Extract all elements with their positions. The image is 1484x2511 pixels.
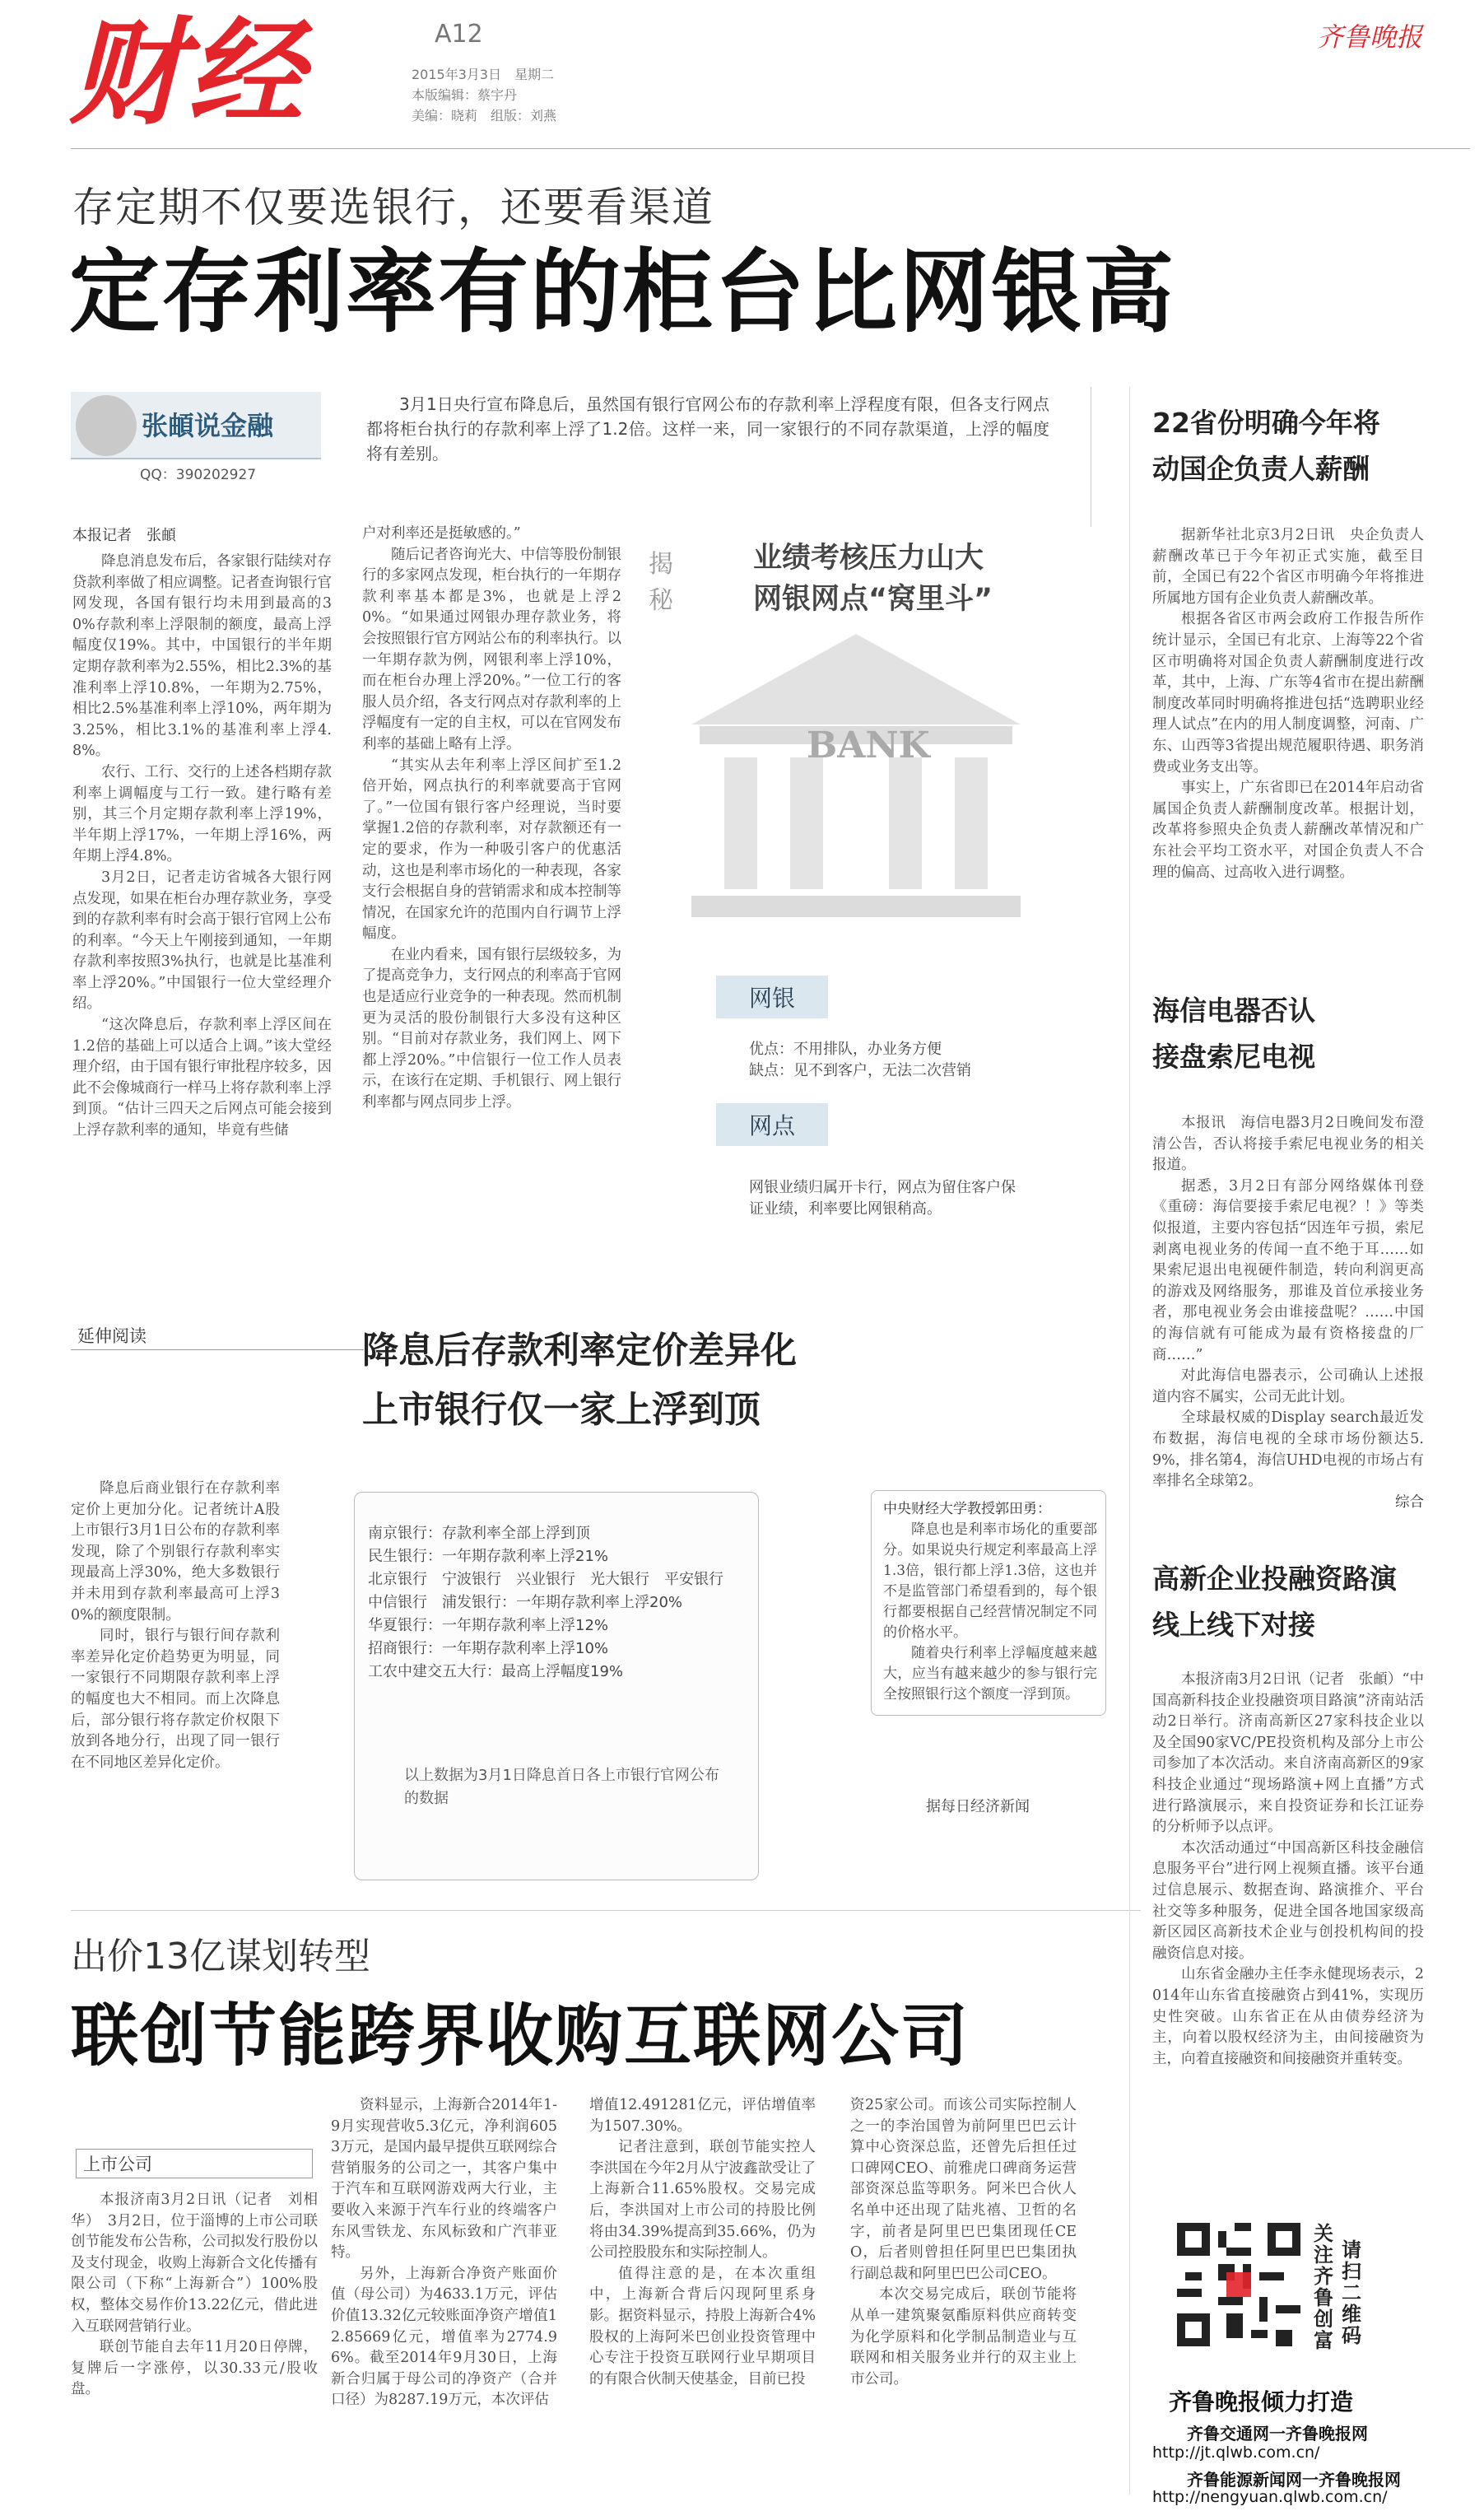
lead-byline: 本报记者 张頔 (72, 527, 176, 544)
rate-line: 北京银行 宁波银行 兴业银行 光大银行 平安银行 中信银行 浦发银行：一年期存款利率上浮20% (368, 1571, 738, 1611)
extended-p2: 同时，银行与银行间存款利率差异化定价趋势更为明显，同一家银行不同期限存款利率上浮的幅度也大不相同。而上次降息后，部分银行将存款定价权限下放到各地分行，出现了同一银行在不同地区差异化定价。 (71, 1628, 280, 1771)
story3-p2: 本次活动通过“中国高新区科技金融信息服务平台”进行网上视频直播。该平台通过信息展示、数据查询、路演推介、平台社交等多种服务，促进全国各地国家级高新区园区高新技术企业与创投机构间的投融资信息对接。 (1152, 1839, 1424, 1962)
lead-col2-p3: “其实从去年利率上浮区间扩至1.2倍开始，网点执行的利率就要高于官网了。”一位国有银行客户经理说，当时要掌握1.2倍的存款利率，对存款额还有一定的要求，作为一种吸引客户的优惠活动，这也是利率市场化的一种表现，各家支行会根据自身的营销需求和成本控制等情况，在国家允许的范围内自行调节上浮幅度。 (362, 757, 621, 943)
bottom-rule (71, 1910, 1141, 1911)
rate-line: 工农中建交五大行：最高上浮幅度19% (368, 1663, 624, 1680)
promo-block (1152, 2222, 1457, 2506)
story2-source: 综合 (1395, 1493, 1424, 1511)
paper-logo: 齐鲁晚报 (1317, 21, 1423, 53)
extended-col (71, 1479, 280, 1773)
listed-company-label: 上市公司 (76, 2149, 313, 2178)
bottom-col-1 (71, 2190, 318, 2495)
story2-headline-1: 海信电器否认 (1152, 995, 1315, 1027)
date-line: 2015年3月3日 星期二 (412, 67, 555, 82)
lead-kicker: 存定期不仅要选银行，还要看渠道 (72, 184, 714, 231)
promo-line-1-url[interactable]: http://jt.qlwb.com.cn/ (1152, 2443, 1320, 2462)
graphic-title-2: 网银网点“窝里斗” (753, 583, 993, 616)
lead-col1-p3: 3月2日，记者走访省城各大银行网点发现，如果在柜台办理存款业务，享受到的存款利率有时会高于银行官网上公布的利率。“今天上午刚接到通知，一年期存款利率按照3%执行，也就是比基准利率上浮20%。”中国银行一位大堂经理介绍。 (72, 869, 332, 1013)
online-cons: 缺点：见不到客户，无法二次营销 (749, 1062, 971, 1079)
bank-graphic (642, 527, 1062, 1243)
online-banking-tag: 网银 (716, 976, 828, 1018)
lead-headline: 定存利率有的柜台比网银高 (69, 240, 1175, 345)
branch-tag: 网点 (716, 1103, 828, 1146)
branch-note: 网银业绩归属开卡行，网点为留住客户保证业绩，利率要比网银稍高。 (749, 1179, 1016, 1218)
story2-p1: 本报讯 海信电器3月2日晚间发布澄清公告，否认将接手索尼电视业务的相关报道。 (1152, 1115, 1424, 1174)
column-badge (71, 392, 321, 459)
bottom-col4-p1: 资25家公司。而该公司实际控制人之一的李治国曾为前阿里巴巴云计算中心资深总监，还曾先后担任过口碑网CEO、前雅虎口碑商务运营部资深总监等职务。阿米巴合伙人名单中还出现了陆兆禧、卫哲的名字，前者是阿里巴巴集团现任CEO，后者则曾担任阿里巴巴集团执行副总裁和阿里巴巴公司CEO。 (850, 2097, 1077, 2282)
reveal-label: 揭秘 (649, 550, 673, 615)
story3-p3: 山东省金融办主任李永健现场表示，2014年山东省直接融资占到41%，实现历史性突破。山东省正在从由债券经济为主，向着以股权经济为主，由间接融资为主，向着直接融资和间接融资并重转变。 (1152, 1966, 1424, 2067)
lead-col2-p4: 在业内看来，国有银行层级较多，为了提高竞争力，支行网点的利率高于官网也是适应行业竞争的一种表现。然而机制更为灵活的股份制银行大多没有这种区别。“目前对存款业务，我们网上、网下都上浮20%。”中信银行一位工作人员表示，在该行在定期、手机银行、网上银行利率都与网点同步上浮。 (362, 946, 621, 1111)
scan-text: 请扫二维码 (1342, 2238, 1361, 2347)
story1-p3: 事实上，广东省即已在2014年启动省属国企负责人薪酬制度改革。根据计划，改革将参照央企负责人薪酬改革情况和广东社会平均工资水平，对国企负责人不合理的偏高、过高收入进行调整。 (1152, 780, 1424, 881)
section-title: 财经 (69, 7, 307, 141)
promo-line-2-name: 齐鲁能源新闻网一齐鲁晚报网 (1187, 2470, 1401, 2490)
story3-headline-2: 线上线下对接 (1152, 1609, 1315, 1641)
bottom-col2-p1: 资料显示，上海新合2014年1-9月实现营收5.3亿元，净利润6053万元，是国内最早提供互联网综合营销服务的公司之一，其客户集中于汽车和互联网游戏两大行业，主要收入来源于汽车行业的终端客户东风雪铁龙、东风标致和广汽菲亚特。 (331, 2097, 557, 2262)
extended-headline-1: 降息后存款利率定价差异化 (362, 1330, 797, 1372)
story3-headline-1: 高新企业投融资路演 (1152, 1563, 1397, 1595)
bottom-col3-p1: 增值12.491281亿元，评估增值率为1507.30%。 (589, 2097, 816, 2135)
bottom-col-3 (589, 2095, 816, 2495)
header-rule (71, 148, 1470, 149)
summary-text: 3月1日央行宣布降息后，虽然国有银行官网公布的存款利率上浮程度有限，但各支行网点都将柜台执行的存款利率上浮了1.2倍。这样一来，同一家银行的不同存款渠道，上浮的幅度将有差别。 (366, 394, 1049, 464)
quote-source: 据每日经济新闻 (926, 1798, 1030, 1815)
bottom-col1-p1: 本报济南3月2日讯（记者 刘相华） 3月2日，位于淄博的上市公司联创节能发布公告称，公司拟发行股份以及支付现金，收购上海新合文化传播有限公司（下称“上海新合”）100%股权，整体交易作价13.22亿元，借此进入互联网营销行业。 (71, 2192, 318, 2335)
story1-body (1152, 525, 1424, 883)
story1-headline-1: 22省份明确今年将 (1152, 407, 1380, 439)
bottom-col1-p2: 联创节能自去年11月20日停牌，复牌后一字涨停，以30.33元/股收盘。 (71, 2339, 318, 2398)
quote-text-2: 随着央行利率上浮幅度越来越大，应当有越来越少的参与银行完全按照银行这个额度一浮到顶。 (883, 1645, 1097, 1703)
story3-body (1152, 1670, 1424, 2070)
expert-quote (871, 1490, 1106, 1716)
lead-col1-p4: “这次降息后，存款利率上浮区间在1.2倍的基础上可以适合上调。”该大堂经理介绍，由于国有银行审批程序较多，因此不会像城商行一样马上将存款利率上浮到顶。“估计三四天之后网点可能会接到上浮存款利率的通知，毕竟有些储 (72, 1017, 332, 1139)
page-code: A12 (435, 20, 483, 49)
extended-p1: 降息后商业银行在存款利率定价上更加分化。记者统计A股上市银行3月1日公布的存款利率发现，除了个别银行存款利率实现最高上浮30%，绝大多数银行并未用到存款利率最高可上浮30%的额度限制。 (71, 1480, 280, 1624)
bottom-col2-p2: 另外，上海新合净资产账面价值（母公司）为4633.1万元，评估价值13.32亿元较账面净资产增值12.85669亿元，增值率为2774.96%。截至2014年9月30日，上海新合归属于母公司的净资产（合并口径）为8287.19万元，本次评估 (331, 2265, 557, 2409)
extended-label: 延伸阅读 (71, 1321, 364, 1350)
story2-p2: 据悉，3月2日有部分网络媒体刊登《重磅：海信要接手索尼电视？！》等类似报道，主要内容包括“因连年亏损，索尼剥离电视业务的传闻一直不绝于耳……如果索尼退出电视硬件制造，转向利润更高的游戏及网络服务，那谁及首位承接业务者，那电视业务会由谁接盘呢？……中国的海信就有可能成为最有资格接盘的厂商……” (1152, 1177, 1424, 1363)
rate-line: 华夏银行：一年期存款利率上浮12% (368, 1617, 609, 1634)
bottom-col4-p2: 本次交易完成后，联创节能将从单一建筑聚氨酯原料供应商转变为化学原料和化学制品制造业与互联网和相关服务业并行的双主业上市公司。 (850, 2286, 1077, 2388)
sidebar-divider (1129, 387, 1130, 2495)
bank-building-icon (683, 634, 1029, 922)
quote-intro: 中央财经大学教授郭田勇： (883, 1501, 1051, 1517)
bank-rates-box (354, 1492, 759, 1880)
sidebar-story-3 (1152, 1556, 1424, 2070)
lead-col-1 (72, 552, 332, 1494)
online-pros: 优点：不用排队，办业务方便 (749, 1041, 942, 1058)
avatar (76, 395, 137, 456)
rate-line: 南京银行：存款利率全部上浮到顶 (368, 1525, 590, 1542)
promo-title: 齐鲁晚报倾力打造 (1169, 2388, 1354, 2415)
bottom-headline: 联创节能跨界收购互联网公司 (71, 1997, 970, 2075)
bottom-kicker: 出价13亿谋划转型 (71, 1936, 370, 1978)
design-line: 美编：晓莉 组版：刘燕 (412, 108, 557, 123)
rates-list (368, 1522, 742, 1684)
story2-headline-2: 接盘索尼电视 (1152, 1041, 1315, 1073)
bottom-col-4 (850, 2095, 1077, 2495)
bank-word: BANK (807, 724, 930, 766)
lead-col2-p2: 随后记者咨询光大、中信等股份制银行的多家网点发现，柜台执行的一年期存款利率基本都是3%，也就是上浮20%。“如果通过网银办理存款业务，将会按照银行官方网站公布的利率执行。以一年期存款为例，网银利率上浮10%，而在柜台办理上浮20%。”一位工行的客服人员介绍，各支行网点对存款利率的上浮幅度有一定的自主权，可以在官网发布利率的基础上略有上浮。 (362, 546, 621, 752)
story2-p4: 全球最权威的Display search最近发布数据，海信电视的全球市场份额达5.9%，排名第4，海信UHD电视的市场占有率排名全球第2。 (1152, 1409, 1424, 1490)
sidebar-story-1 (1152, 400, 1424, 883)
bottom-col-2 (331, 2095, 557, 2495)
lead-col2-p1: 户对利率还是挺敏感的。” (362, 525, 521, 542)
column-name: 张頔说金融 (142, 410, 274, 441)
bottom-col3-p2: 记者注意到，联创节能实控人李洪国在今年2月从宁波鑫歆受让了上海新合11.65%股权。交易完成后，李洪国对上市公司的持股比例将由34.39%提高到35.66%，仍为公司控股股东和实际控制人。 (589, 2139, 816, 2262)
quote-text-1: 降息也是利率市场化的重要部分。如果说央行规定利率最高上浮1.3倍，银行都上浮1.3倍，这也并不是监管部门希望看到的，每个银行都要根据自己经营情况制定不同的价格水平。 (883, 1521, 1097, 1641)
rate-line: 民生银行：一年期存款利率上浮21% (368, 1548, 609, 1565)
story1-headline-2: 动国企负责人薪酬 (1152, 453, 1370, 485)
bottom-col3-p3: 值得注意的是，在本次重组中，上海新合背后闪现阿里系身影。据资料显示，持股上海新合4%股权的上海阿米巴创业投资管理中心专注于投资互联网行业早期项目的有限合伙制天使基金，目前已投 (589, 2265, 816, 2388)
qq-number: QQ：390202927 (140, 467, 257, 483)
extended-headline-2: 上市银行仅一家上浮到顶 (362, 1389, 761, 1431)
rates-note: 以上数据为3月1日降息首日各上市银行官网公布的数据 (404, 1767, 719, 1807)
story1-p1: 据新华社北京3月2日讯 央企负责人薪酬改革已于今年初正式实施，截至目前，全国已有22个省区市明确今年将推进所属地方国有企业负责人薪酬改革。 (1152, 527, 1424, 607)
rate-line: 招商银行：一年期存款利率上浮10% (368, 1640, 609, 1657)
lead-col1-p1: 降息消息发布后，各家银行陆续对存贷款利率做了相应调整。记者查询银行官网发现，各国有银行均未用到最高的30%存款利率上浮限制的额度，最高上浮幅度仅19%。其中，中国银行的半年期定期存款利率为2.55%，相比2.3%的基准利率上浮10.8%，一年期为2.75%，相比2.5%基准利率上浮10%，两年期为3.25%，相比3.1%的基准利率上浮4.8%。 (72, 553, 332, 760)
graphic-title-1: 业绩考核压力山大 (753, 542, 984, 575)
story2-body (1152, 1113, 1424, 1513)
story3-p1: 本报济南3月2日讯（记者 张頔）“中国高新科技企业投融资项目路演”济南站活动2日举行。济南高新区27家科技企业以及全国90家VC/PE投资机构及部分上市公司参加了本次活动。来自济南高新区的9家科技企业通过“现场路演+网上直播”方式进行路演展示，来自投资证券和长江证券的分析师予以点评。 (1152, 1671, 1424, 1836)
lead-col1-p2: 农行、工行、交行的上述各档期存款利率上调幅度与工行一致。建行略有差别，其三个月定期存款利率上浮19%，半年期上浮17%，一年期上浮16%，两年期上浮4.8%。 (72, 763, 332, 865)
story2-p3: 对此海信电器表示，公司确认上述报道内容不属实，公司无此计划。 (1152, 1367, 1424, 1405)
promo-line-2-url[interactable]: http://nengyuan.qlwb.com.cn/ (1152, 2488, 1388, 2506)
promo-line-1-name: 齐鲁交通网一齐鲁晚报网 (1187, 2424, 1368, 2443)
editor-line: 本版编辑：蔡宇丹 (412, 87, 518, 103)
sidebar-story-2 (1152, 988, 1424, 1513)
qr-code-icon[interactable] (1177, 2223, 1300, 2346)
lead-summary (366, 392, 1049, 466)
story1-p2: 根据各省区市两会政府工作报告所作统计显示，全国已有北京、上海等22个省区市明确将对国企负责人薪酬制度进行改革，其中，上海、广东等4省市在提出薪酬制度改革同时明确将推进包括“选聘职业经理人试点”在内的用人制度调整，河南、广东、山西等3省提出规范履职待遇、职务消费或业务支出等。 (1152, 611, 1424, 776)
follow-text: 关注齐鲁创富 (1314, 2222, 1333, 2352)
